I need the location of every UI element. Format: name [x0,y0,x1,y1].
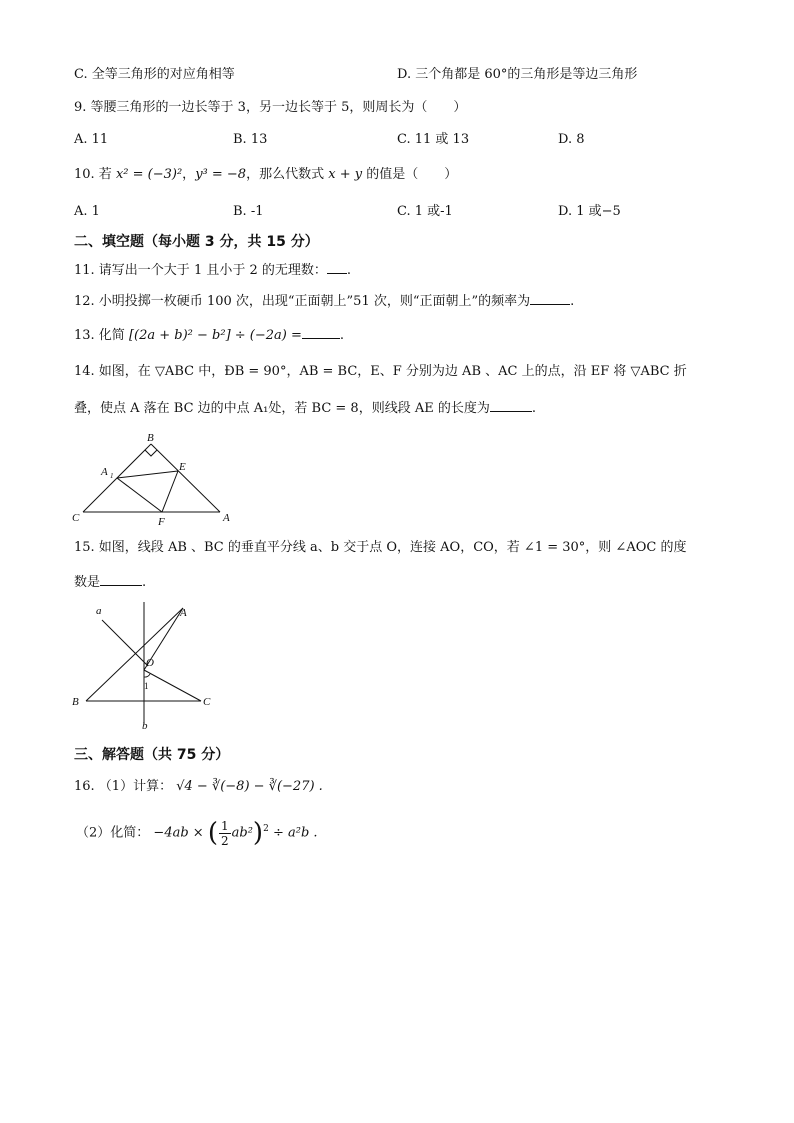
q15-line-2: 数是 . [74,575,147,590]
q16-part-2-after-fraction: ab² [231,825,253,841]
q11-text: 11. 请写出一个大于 1 且小于 2 的无理数： [74,263,327,278]
q10-separator: ， [182,167,196,182]
q15-label-o: O [146,657,154,669]
q8-option-c: C. 全等三角形的对应角相等 [74,67,235,82]
q13-line: 13. 化简 [(2a + b)² − b²] ÷ (−2a) = . [74,328,345,343]
q16-part-1-label: 16. （1）计算： [74,779,173,794]
q14-line-2-text: 叠，使点 A 落在 BC 边的中点 A₁处，若 BC = 8，则线段 AE 的长度为 [74,401,490,416]
q14-line-2: 叠，使点 A 落在 BC 边的中点 A₁处，若 BC = 8，则线段 AE 的长度为 . [74,401,536,416]
q8-option-d: D. 三个角都是 60°的三角形是等边三角形 [397,67,638,82]
q13-prefix: 13. 化简 [74,328,125,343]
q9-stem: 9. 等腰三角形的一边长等于 3，另一边长等于 5，则周长为（ ） [74,100,467,115]
q13-answer-blank[interactable] [302,326,340,339]
q16-part-2-power: 2 [263,824,269,835]
q9-option-c: C. 11 或 13 [397,132,470,147]
q14-label-a1-subscript: 1 [110,472,114,480]
q14-label-a1: A [101,466,108,478]
q15-label-a-line: a [96,605,102,617]
q16-part-2-lead: −4ab × [153,825,204,841]
q16-fraction-denominator: 2 [220,833,229,848]
q14-segment-a1f [117,478,162,512]
q15-label-b-line: b [142,720,148,732]
q14-segment-ef [162,471,178,512]
q9-option-d: D. 8 [558,132,585,147]
q12-line: 12. 小明投掷一枚硬币 100 次，出现“正面朝上”51 次，则“正面朝上”的频率为 . [74,294,575,309]
q13-expression: [(2a + b)² − b²] ÷ (−2a) = [128,328,302,343]
q9-option-a: A. 11 [74,132,109,147]
q14-label-b: B [147,432,154,444]
q10-option-c: C. 1 或-1 [397,204,453,219]
q10-option-a: A. 1 [74,204,100,219]
q15-bisector-figure [66,598,226,733]
q15-angle-1-arc [144,674,150,677]
q12-text: 12. 小明投掷一枚硬币 100 次，出现“正面朝上”51 次，则“正面朝上”的频率为 [74,294,531,309]
q10-expression: x + y [328,167,363,182]
q10-condition-1: x² = (−3)² [115,167,183,182]
q14-segment-ba [151,444,220,512]
q10-middle: ，那么代数式 [246,167,325,182]
q14-line-1: 14. 如图，在 ▽ABC 中，ÐB = 90°，AB = BC，E、F 分别为边 AB 、AC 上的点，沿 EF 将 ▽ABC 折 [74,364,687,379]
q15-label-c: C [203,696,211,708]
q14-segment-a1e [117,471,178,478]
q11-answer-blank[interactable] [327,261,347,274]
q16-fraction-numerator: 1 [220,818,229,833]
q15-line-2-text: 数是 [74,575,101,590]
q10-suffix: 的值是（ ） [366,167,458,182]
q16-part-2-fraction [219,819,231,848]
q15-segment-oc [144,670,201,701]
q14-label-a: A [223,512,230,524]
section-heading-solutions: 三、解答题（共 75 分） [74,747,230,763]
section-heading-fill-in: 二、填空题（每小题 3 分，共 15 分） [74,234,319,250]
q14-right-angle-mark [145,450,157,456]
q16-part-2: （2）化简： −4ab × ( $\frac{1}{2}$ ab²)$^2$ ÷ a²b . [76,818,318,848]
q10-prefix: 10. 若 [74,167,112,182]
q12-answer-blank[interactable] [530,292,570,305]
q15-bisector-line-a [102,620,148,666]
q14-answer-blank[interactable] [490,399,532,412]
q10-option-b: B. -1 [233,204,264,219]
q16-part-2-label: （2）化简： [76,825,150,841]
q10-stem [74,166,457,184]
q15-label-b: B [72,696,79,708]
q11-line: 11. 请写出一个大于 1 且小于 2 的无理数： . [74,263,352,278]
q10-condition-2: y³ = −8 [195,167,247,182]
q10-option-d: D. 1 或−5 [558,204,621,219]
q16-part-1-expression: √4 − ∛(−8) − ∛(−27) . [176,779,323,794]
q15-label-a: A [180,607,187,619]
q15-label-angle-1: 1 [144,681,149,691]
q9-option-b: B. 13 [233,132,268,147]
q16-part-1 [74,778,323,796]
q16-part-2-tail: ÷ a²b . [272,825,318,841]
q14-label-c: C [72,512,80,524]
q14-triangle-figure [66,428,246,532]
q15-answer-blank[interactable] [100,573,142,586]
q14-label-e: E [179,461,186,473]
q14-label-f: F [158,516,165,528]
q15-line-1: 15. 如图，线段 AB 、BC 的垂直平分线 a、b 交于点 O，连接 AO，CO，若 ∠1 = 30°，则 ∠AOC 的度 [74,540,687,555]
q15-segment-ba [86,608,183,701]
